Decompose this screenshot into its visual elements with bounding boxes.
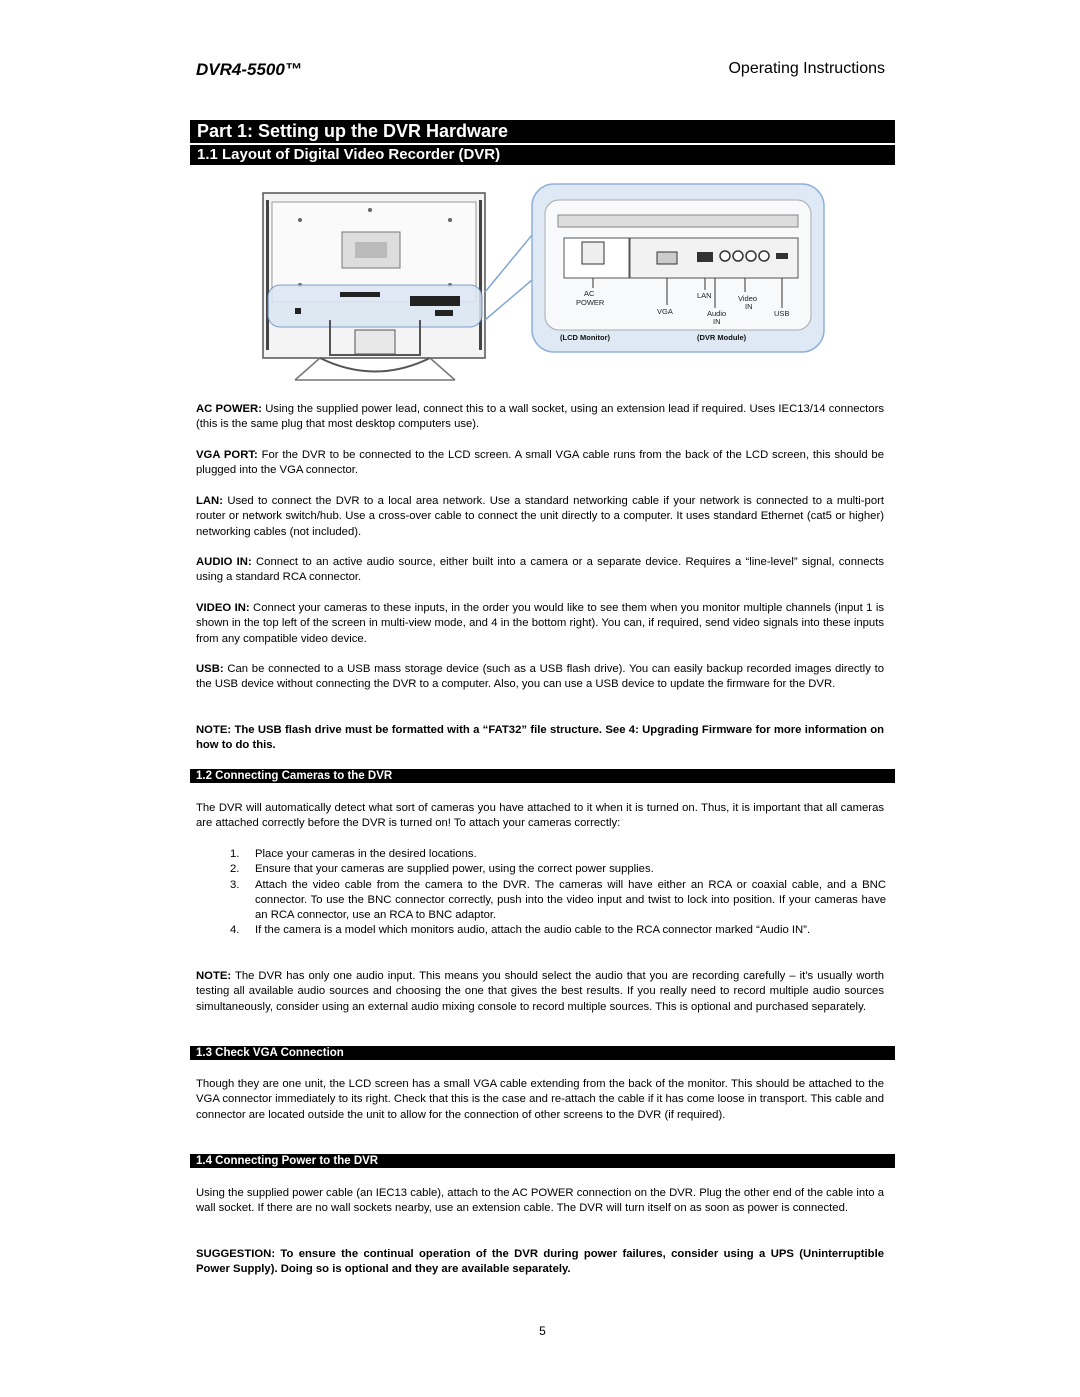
- step-number: 4.: [230, 924, 240, 937]
- page-header: [190, 58, 895, 82]
- section-title-1-2: 1.2 Connecting Cameras to the DVR: [190, 769, 895, 783]
- note-term: NOTE:: [196, 970, 232, 982]
- list-item: [196, 923, 886, 938]
- desc-usb: Can be connected to a USB mass storage device (such as a USB flash drive). You can easily backup recorded images directly to the USB device without connecting the DVR to a computer. Also, you can use a USB device to update the firmware for the DVR.: [196, 663, 884, 691]
- note-text: The DVR has only one audio input. This means you should select the audio that you are recording carefully – it’s usually worth testing all available audio sources and choosing the one that gives the best results. If you really need to record multiple audio sources simultaneously, consider using an external audio mixing console to record multiple sources. This is optional and purchased separately.: [196, 970, 884, 1013]
- list-item: [196, 878, 886, 924]
- step-text: Ensure that your cameras are supplied power, using the correct power supplies.: [255, 863, 654, 876]
- desc-ac-power: Using the supplied power lead, connect this to a wall socket, using an extension lead if required. Uses IEC13/14 connectors (this is the same plug that most desktop computers use).: [196, 403, 884, 431]
- part-title: Part 1: Setting up the DVR Hardware: [190, 120, 895, 143]
- page-number: 5: [539, 1324, 546, 1338]
- step-number: 1.: [230, 848, 240, 860]
- term-lan: LAN:: [196, 495, 223, 507]
- camera-steps-list: [196, 847, 886, 939]
- lan-label: LAN: [697, 291, 712, 300]
- port-video-in: [196, 601, 884, 647]
- desc-lan: Used to connect the DVR to a local area network. Use a standard networking cable if your network is connected to a multi-port router or network switch/hub. Use a cross-over cable to connect the unit directly to a computer. It uses standard Ethernet (cat5 or higher) networking cables (not included).: [196, 495, 884, 538]
- port-ac-power: [196, 402, 884, 433]
- step-number: 2.: [230, 863, 240, 876]
- step-text: If the camera is a model which monitors audio, attach the audio cable to the RCA connector marked “Audio IN”.: [255, 924, 811, 937]
- lcd-monitor-caption: (LCD Monitor): [560, 333, 610, 342]
- list-item: [196, 862, 886, 877]
- step-text: Attach the video cable from the camera to the DVR. The cameras will have either an RCA or coaxial cable, and a BNC connector. To use the BNC connector correctly, push into the video input and twist to lock into position. If your cameras have an RCA connector, use an RCA to BNC adaptor.: [255, 878, 886, 922]
- term-usb: USB:: [196, 663, 224, 675]
- section-title-1-3: 1.3 Check VGA Connection: [190, 1046, 895, 1060]
- ac-power-label: AC: [584, 289, 595, 298]
- audio-label: Audio: [707, 309, 727, 318]
- list-item: [196, 847, 886, 862]
- model-name: DVR4-5500™: [196, 60, 302, 79]
- dvr-module-caption: (DVR Module): [697, 333, 747, 342]
- video-in-label: IN: [745, 302, 753, 311]
- port-usb: [196, 662, 884, 693]
- dvr-module-closeup: [532, 184, 824, 352]
- header-subtitle: Operating Instructions: [728, 60, 885, 77]
- desc-vga: For the DVR to be connected to the LCD screen. A small VGA cable runs from the back of the LCD screen, this should be plugged into the VGA connector.: [196, 449, 884, 477]
- term-audio-in: AUDIO IN:: [196, 556, 252, 568]
- audio-note: [196, 969, 884, 1015]
- section-1-3-text: Though they are one unit, the LCD screen has a small VGA cable extending from the back of the monitor. This should be attached to the VGA connector immediately to its right. Check that this is the case and re-attach the cable if it has come loose in transport. This cable and connector are located outside the unit to allow for the connection of other screens to the DVR (if required).: [196, 1078, 884, 1121]
- usb-note: NOTE: The USB flash drive must be formatted with a “FAT32” file structure. See 4: Upgrading Firmware for more information on how to do this.: [196, 724, 884, 752]
- section-title-1-1: 1.1 Layout of Digital Video Recorder (DVR): [190, 145, 895, 165]
- section-title-1-4: 1.4 Connecting Power to the DVR: [190, 1154, 895, 1168]
- port-lan: [196, 494, 884, 540]
- video-label: Video: [738, 294, 758, 303]
- audio-in-label: IN: [713, 317, 721, 326]
- lcd-monitor-back-image: [263, 193, 485, 380]
- ups-suggestion: SUGGESTION: To ensure the continual operation of the DVR during power failures, consider using a UPS (Uninterruptible Power Supply). Doing so is optional and they are available separately.: [196, 1248, 884, 1276]
- port-audio-in: [196, 555, 884, 586]
- dvr-hardware-diagram: [260, 180, 840, 390]
- section-1-4-text: Using the supplied power cable (an IEC13 cable), attach to the AC POWER connection on the DVR. Plug the other end of the cable into a wall socket. If there are no wall sockets nearby, use an extension cable. The DVR will turn itself on as soon as power is connected.: [196, 1187, 884, 1215]
- step-text: Place your cameras in the desired locations.: [255, 848, 477, 860]
- term-ac-power: AC POWER:: [196, 403, 262, 415]
- term-video-in: VIDEO IN:: [196, 602, 250, 614]
- vga-label: VGA: [657, 307, 673, 316]
- port-vga: [196, 448, 884, 479]
- step-number: 3.: [230, 878, 240, 891]
- term-vga: VGA PORT:: [196, 449, 258, 461]
- ac-power-label-2: POWER: [576, 298, 605, 307]
- usb-label: USB: [774, 309, 790, 318]
- section-1-2-intro: The DVR will automatically detect what sort of cameras you have attached to it when it is turned on. Thus, it is important that all cameras are attached correctly before the DVR is turned on! To attach your cameras correctly:: [196, 802, 884, 830]
- desc-video-in: Connect your cameras to these inputs, in the order you would like to see them when you monitor multiple channels (input 1 is shown in the top left of the screen in multi-view mode, and 4 in the bottom right). You can, if required, send video signals into these inputs from any compatible video device.: [196, 602, 885, 645]
- desc-audio-in: Connect to an active audio source, either built into a camera or a separate device. Requires a “line-level” signal, connects using a standard RCA connector.: [196, 556, 884, 584]
